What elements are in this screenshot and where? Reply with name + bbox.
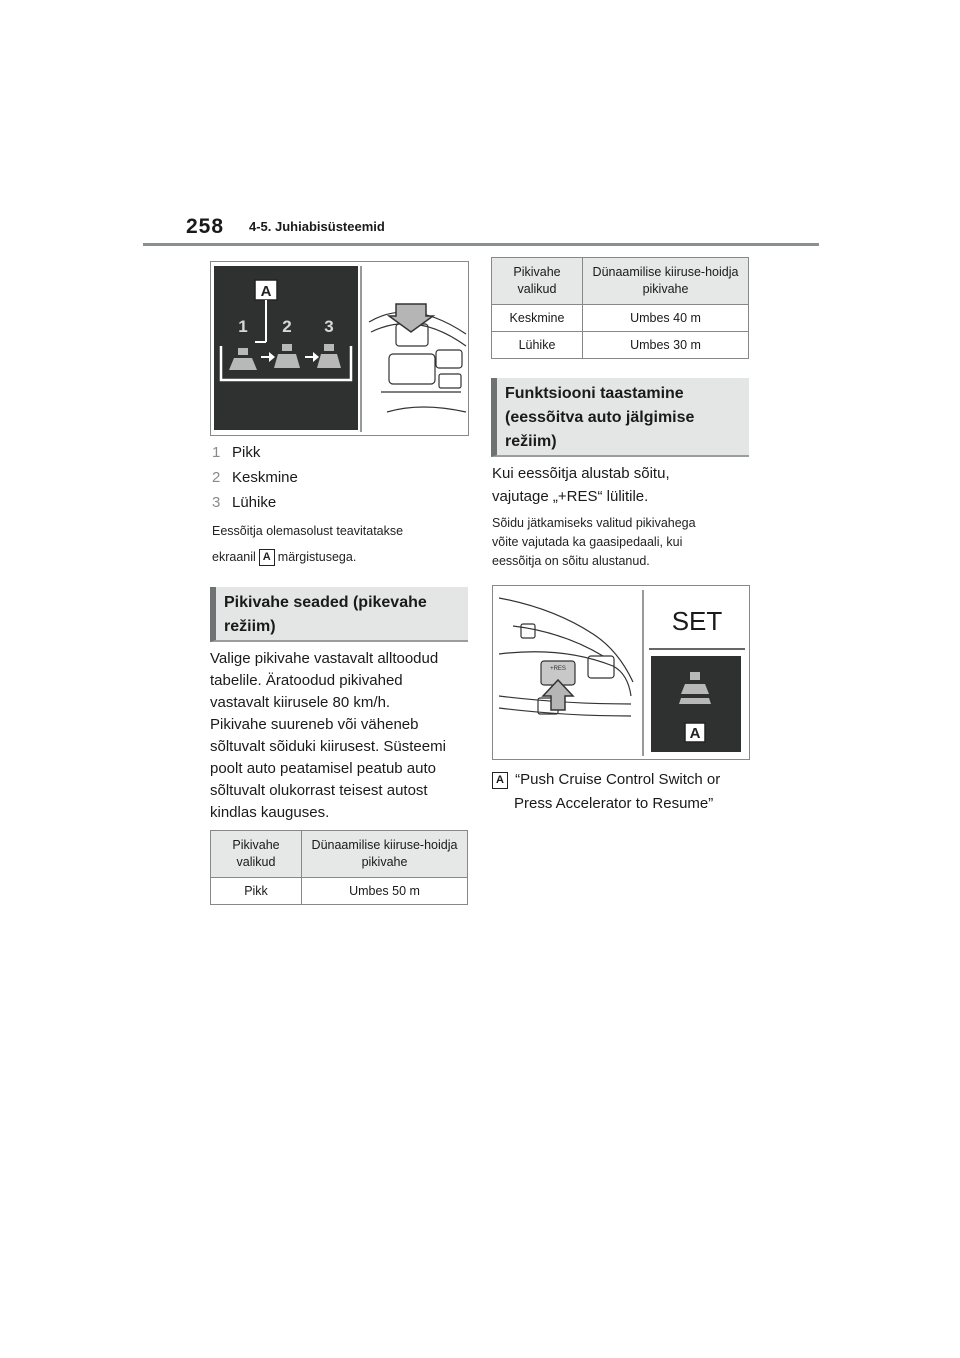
distance-number-3: 3 [324,317,334,336]
note-line: võite vajutada ka gaasipedaali, kui [492,535,683,549]
list-item-label: Keskmine [232,469,298,486]
note-line: Eessõitja olemasolust teavitatakse [212,524,404,538]
resume-paragraph [492,462,754,508]
paragraph-line: Valige pikivahe vastavalt alltoodud [210,650,439,667]
note-line [212,544,472,570]
list-item [212,490,298,515]
label-a-text: A [260,283,272,300]
caption-text: “Push Cruise Control Switch or [515,771,721,788]
car-icon-3 [324,344,334,351]
distance-bar [679,698,711,704]
table-header-cell: Pikivahe valikud [211,831,302,878]
label-a-badge: A [259,549,275,566]
table-header-cell: Dünaamilise kiiruse-hoidja pikivahe [583,258,749,305]
note-line: eessõitja on sõitu alustanud. [492,554,650,568]
paragraph-line: vastavalt kiirusele 80 km/h. [210,694,391,711]
table-header-cell: Pikivahe valikud [492,258,583,305]
paragraph-line: vajutage „+RES“ lülitile. [492,488,649,505]
table-header-row [492,258,749,305]
heading-resume-function: Funktsiooni taastamine (eessõitva auto jälgimise režiim) [491,378,749,457]
distance-options-list [212,440,298,515]
paragraph-line: Pikivahe suureneb või väheneb [210,716,419,733]
note-text: märgistusega. [277,550,357,564]
table-cell: Pikk [211,878,302,905]
list-item-number: 1 [212,444,221,461]
table-cell: Keskmine [492,305,583,332]
resume-switch-illustration [493,586,749,759]
table-cell: Lühike [492,332,583,359]
note-vehicle-detection [212,518,472,570]
paragraph-line: tabelile. Äratoodud pikivahed [210,672,403,689]
table-header-row [211,831,468,878]
paragraph-line: poolt auto peatamisel peatub auto [210,760,437,777]
paragraph-line: Kui eessõitja alustab sõitu, [492,465,670,482]
distance-settings-paragraph [210,648,472,824]
note-accelerator-resume [492,514,754,571]
table-cell: Umbes 30 m [583,332,749,359]
car-icon-2 [282,344,292,351]
table-header-cell: Dünaamilise kiiruse-hoidja pikivahe [302,831,468,878]
distance-number-1: 1 [238,317,248,336]
distance-table-right [491,257,749,359]
steering-wheel-drawing [499,598,633,716]
car-icon-1 [238,348,248,355]
car-distance-icon-2 [274,354,300,368]
label-a-badge: A [492,772,508,789]
distance-number-2: 2 [282,317,292,336]
list-item-label: Pikk [232,444,261,461]
car-distance-icon-3 [317,354,341,368]
distance-table-left [210,830,468,905]
table-cell: Umbes 40 m [583,305,749,332]
table-row [492,305,749,332]
figure-caption [492,768,754,816]
list-item-number: 3 [212,494,221,511]
list-item-label: Lühike [232,494,277,511]
heading-distance-settings: Pikivahe seaded (pikevahe režiim) [210,587,468,642]
list-item [212,440,298,465]
table-cell: Umbes 50 m [302,878,468,905]
paragraph-line: sõltuvalt sõiduki kiirusest. Süsteemi [210,738,446,755]
label-a-text: A [689,725,701,742]
distance-setting-figure [210,261,469,436]
car-icon [690,672,700,680]
note-line: Sõidu jätkamiseks valitud pikivahega [492,516,696,530]
caption-line-2: Press Accelerator to Resume” [514,795,714,812]
list-item-number: 2 [212,469,221,486]
caption-line-1 [492,768,754,792]
table-row [211,878,468,905]
res-switch-label: +RES [550,666,566,672]
set-indicator-text: SET [671,606,723,636]
section-title: 4-5. Juhiabisüsteemid [249,219,385,234]
note-text: ekraanil [212,550,256,564]
paragraph-line: kindlas kauguses. [210,804,330,821]
table-row [492,332,749,359]
list-item [212,465,298,490]
header-rule [143,243,819,246]
page-number: 258 [186,215,225,238]
distance-bar [681,684,709,694]
resume-switch-figure [492,585,750,760]
distance-setting-illustration [211,262,468,435]
paragraph-line: sõltuvalt olukorrast teisest autost [210,782,428,799]
